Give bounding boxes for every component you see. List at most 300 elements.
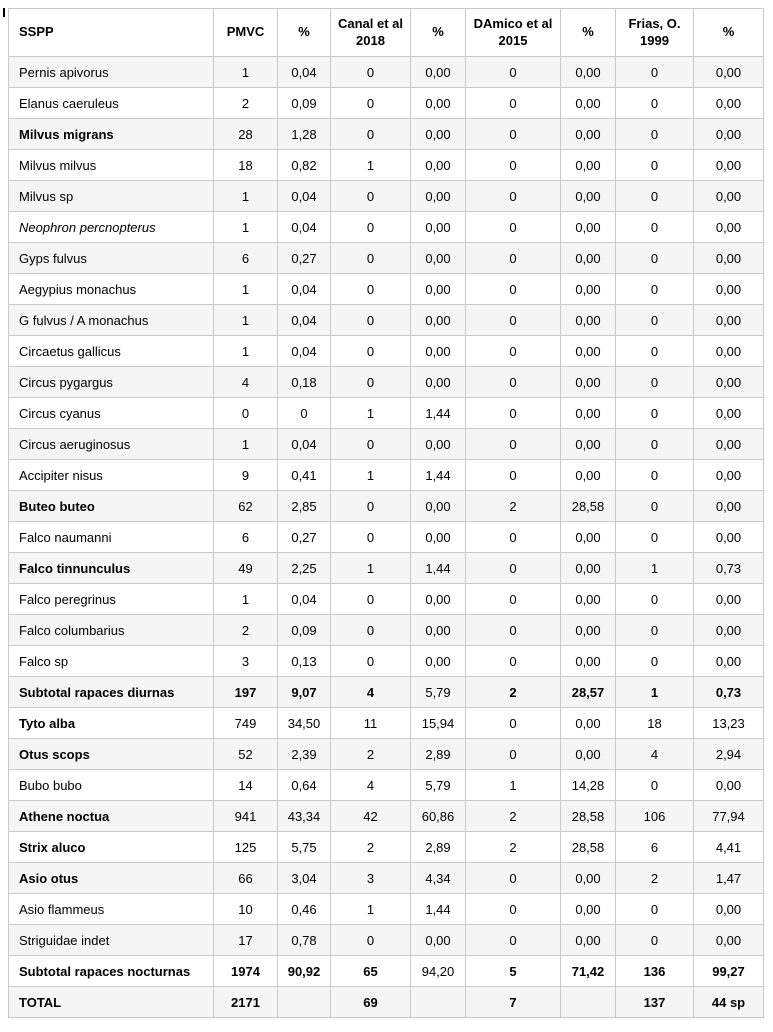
value-cell: 0 [616, 150, 694, 181]
value-cell: 0 [466, 119, 561, 150]
value-cell: 0 [616, 770, 694, 801]
table-row [9, 88, 764, 119]
value-cell: 1,47 [694, 863, 764, 894]
value-cell: 0 [616, 615, 694, 646]
value-cell: 0,00 [411, 88, 466, 119]
value-cell: 1 [214, 181, 278, 212]
value-cell: 0,04 [278, 429, 331, 460]
value-cell: 0 [616, 646, 694, 677]
value-cell: 1 [214, 57, 278, 88]
value-cell: 9 [214, 460, 278, 491]
table-row [9, 677, 764, 708]
species-name-cell: Buteo buteo [9, 491, 214, 522]
value-cell: 4 [331, 770, 411, 801]
value-cell: 0,00 [561, 894, 616, 925]
table-row [9, 429, 764, 460]
value-cell: 0 [466, 88, 561, 119]
value-cell: 0 [331, 243, 411, 274]
species-name-cell: Circus aeruginosus [9, 429, 214, 460]
value-cell: 2 [214, 88, 278, 119]
value-cell: 0,00 [561, 181, 616, 212]
species-name-cell: Circus pygargus [9, 367, 214, 398]
value-cell: 0,00 [694, 243, 764, 274]
value-cell: 77,94 [694, 801, 764, 832]
value-cell: 0,00 [694, 646, 764, 677]
value-cell: 0,00 [561, 615, 616, 646]
value-cell: 0,64 [278, 770, 331, 801]
value-cell: 0,00 [561, 150, 616, 181]
value-cell: 0 [616, 398, 694, 429]
value-cell: 0 [466, 398, 561, 429]
table-row [9, 553, 764, 584]
value-cell: 2 [466, 801, 561, 832]
table-row [9, 863, 764, 894]
value-cell: 125 [214, 832, 278, 863]
value-cell: 0 [466, 150, 561, 181]
species-name-cell: Falco peregrinus [9, 584, 214, 615]
value-cell: 52 [214, 739, 278, 770]
value-cell: 0,09 [278, 88, 331, 119]
value-cell: 90,92 [278, 956, 331, 987]
value-cell: 0 [331, 522, 411, 553]
value-cell: 0,00 [561, 739, 616, 770]
value-cell: 2,89 [411, 832, 466, 863]
value-cell: 0,00 [694, 584, 764, 615]
value-cell: 0,00 [694, 57, 764, 88]
value-cell: 6 [616, 832, 694, 863]
value-cell: 94,20 [411, 956, 466, 987]
value-cell: 0,00 [411, 522, 466, 553]
value-cell: 0,04 [278, 181, 331, 212]
value-cell: 1,28 [278, 119, 331, 150]
value-cell: 10 [214, 894, 278, 925]
value-cell: 0 [466, 429, 561, 460]
value-cell: 34,50 [278, 708, 331, 739]
value-cell: 18 [214, 150, 278, 181]
value-cell: 0 [466, 739, 561, 770]
value-cell: 0,00 [694, 460, 764, 491]
value-cell: 3,04 [278, 863, 331, 894]
value-cell: 106 [616, 801, 694, 832]
value-cell: 0,00 [411, 181, 466, 212]
value-cell: 0,27 [278, 243, 331, 274]
value-cell: 0 [616, 243, 694, 274]
table-row [9, 367, 764, 398]
value-cell: 0,00 [561, 398, 616, 429]
value-cell: 43,34 [278, 801, 331, 832]
value-cell: 0,00 [561, 863, 616, 894]
value-cell: 2 [331, 832, 411, 863]
value-cell: 0,00 [411, 150, 466, 181]
value-cell: 0,00 [411, 243, 466, 274]
value-cell: 0 [331, 615, 411, 646]
value-cell: 0,00 [411, 336, 466, 367]
species-name-cell: Falco tinnunculus [9, 553, 214, 584]
value-cell: 0 [331, 212, 411, 243]
value-cell: 4 [331, 677, 411, 708]
value-cell: 1,44 [411, 460, 466, 491]
value-cell: 18 [616, 708, 694, 739]
value-cell: 0,00 [694, 770, 764, 801]
value-cell: 0,00 [411, 367, 466, 398]
value-cell: 0 [466, 646, 561, 677]
species-name-cell: Otus scops [9, 739, 214, 770]
value-cell: 0,04 [278, 274, 331, 305]
value-cell: 0,00 [411, 646, 466, 677]
value-cell: 0,00 [694, 181, 764, 212]
value-cell: 71,42 [561, 956, 616, 987]
value-cell: 0 [616, 429, 694, 460]
column-header-species: SSPP [9, 9, 214, 57]
table-row [9, 894, 764, 925]
value-cell: 2 [214, 615, 278, 646]
value-cell: 197 [214, 677, 278, 708]
species-name-cell: Falco columbarius [9, 615, 214, 646]
value-cell: 0,00 [561, 119, 616, 150]
column-header: Canal et al 2018 [331, 9, 411, 57]
table-row [9, 460, 764, 491]
value-cell: 6 [214, 522, 278, 553]
species-name-cell: Asio flammeus [9, 894, 214, 925]
table-row [9, 57, 764, 88]
value-cell: 5 [466, 956, 561, 987]
value-cell: 0 [616, 584, 694, 615]
column-header: % [694, 9, 764, 57]
table-row [9, 770, 764, 801]
value-cell: 749 [214, 708, 278, 739]
value-cell: 1 [331, 398, 411, 429]
value-cell: 0 [466, 367, 561, 398]
column-header: % [561, 9, 616, 57]
value-cell: 3 [331, 863, 411, 894]
value-cell: 2,39 [278, 739, 331, 770]
species-name-cell: Bubo bubo [9, 770, 214, 801]
value-cell: 137 [616, 987, 694, 1018]
value-cell: 0 [616, 57, 694, 88]
raptor-species-table [8, 8, 764, 1018]
text-cursor-artifact [3, 8, 5, 17]
value-cell: 0,00 [411, 305, 466, 336]
value-cell: 0,00 [411, 57, 466, 88]
value-cell: 9,07 [278, 677, 331, 708]
value-cell: 4 [616, 739, 694, 770]
table-row [9, 615, 764, 646]
value-cell: 14 [214, 770, 278, 801]
species-name-cell: Elanus caeruleus [9, 88, 214, 119]
value-cell: 15,94 [411, 708, 466, 739]
value-cell: 0,04 [278, 584, 331, 615]
column-header: % [278, 9, 331, 57]
value-cell: 0,00 [694, 925, 764, 956]
value-cell [561, 987, 616, 1018]
value-cell: 28,58 [561, 832, 616, 863]
value-cell: 0,00 [694, 429, 764, 460]
value-cell: 0,46 [278, 894, 331, 925]
value-cell: 0,00 [694, 305, 764, 336]
value-cell: 0,00 [694, 894, 764, 925]
value-cell: 6 [214, 243, 278, 274]
value-cell: 0 [616, 88, 694, 119]
table-row [9, 522, 764, 553]
value-cell: 0,00 [561, 429, 616, 460]
value-cell: 0 [616, 212, 694, 243]
value-cell: 0,00 [411, 584, 466, 615]
value-cell: 0 [616, 119, 694, 150]
table-row [9, 212, 764, 243]
value-cell: 0,00 [694, 212, 764, 243]
species-name-cell: Falco naumanni [9, 522, 214, 553]
value-cell: 1 [214, 305, 278, 336]
column-header: % [411, 9, 466, 57]
species-name-cell: G fulvus / A monachus [9, 305, 214, 336]
value-cell: 941 [214, 801, 278, 832]
value-cell: 0 [616, 181, 694, 212]
table-row [9, 708, 764, 739]
value-cell: 0,00 [561, 646, 616, 677]
value-cell: 0,04 [278, 305, 331, 336]
column-header: PMVC [214, 9, 278, 57]
value-cell: 0,00 [561, 336, 616, 367]
species-name-cell: Asio otus [9, 863, 214, 894]
value-cell: 0,00 [694, 615, 764, 646]
species-name-cell: Accipiter nisus [9, 460, 214, 491]
species-name-cell: Milvus migrans [9, 119, 214, 150]
value-cell: 2 [466, 491, 561, 522]
value-cell: 1 [214, 274, 278, 305]
value-cell: 0 [331, 429, 411, 460]
value-cell: 0 [466, 708, 561, 739]
value-cell: 28,57 [561, 677, 616, 708]
value-cell: 17 [214, 925, 278, 956]
species-name-cell: Circus cyanus [9, 398, 214, 429]
value-cell [278, 987, 331, 1018]
value-cell: 0 [331, 57, 411, 88]
value-cell: 2 [466, 832, 561, 863]
value-cell: 0,00 [561, 88, 616, 119]
value-cell: 99,27 [694, 956, 764, 987]
table-row [9, 646, 764, 677]
value-cell: 0,73 [694, 677, 764, 708]
value-cell: 0 [466, 274, 561, 305]
species-name-cell: Neophron percnopterus [9, 212, 214, 243]
value-cell: 0,00 [411, 615, 466, 646]
value-cell: 0 [616, 894, 694, 925]
value-cell: 0,00 [411, 491, 466, 522]
value-cell: 28,58 [561, 801, 616, 832]
value-cell: 0,82 [278, 150, 331, 181]
value-cell: 1 [331, 460, 411, 491]
value-cell: 136 [616, 956, 694, 987]
table-row [9, 925, 764, 956]
table-header [9, 9, 764, 57]
value-cell: 0 [466, 522, 561, 553]
value-cell: 0,00 [411, 274, 466, 305]
value-cell: 62 [214, 491, 278, 522]
value-cell: 0,18 [278, 367, 331, 398]
value-cell: 0,04 [278, 57, 331, 88]
species-name-cell: Strix aluco [9, 832, 214, 863]
value-cell: 0 [616, 460, 694, 491]
value-cell: 1 [616, 677, 694, 708]
value-cell: 0 [278, 398, 331, 429]
value-cell: 0 [466, 863, 561, 894]
species-name-cell: Milvus sp [9, 181, 214, 212]
value-cell: 66 [214, 863, 278, 894]
value-cell: 0 [331, 646, 411, 677]
table-row [9, 119, 764, 150]
value-cell: 5,79 [411, 770, 466, 801]
value-cell: 0,41 [278, 460, 331, 491]
value-cell: 2,25 [278, 553, 331, 584]
value-cell: 1,44 [411, 553, 466, 584]
value-cell: 0,00 [694, 274, 764, 305]
value-cell: 0 [466, 584, 561, 615]
value-cell: 0,00 [561, 57, 616, 88]
value-cell: 0 [616, 925, 694, 956]
species-name-cell: Circaetus gallicus [9, 336, 214, 367]
value-cell: 2,85 [278, 491, 331, 522]
value-cell: 0 [331, 305, 411, 336]
species-name-cell: Subtotal rapaces diurnas [9, 677, 214, 708]
value-cell: 0 [616, 336, 694, 367]
value-cell: 1974 [214, 956, 278, 987]
value-cell: 0 [331, 367, 411, 398]
value-cell: 0 [331, 584, 411, 615]
header-row [9, 9, 764, 57]
value-cell: 0,00 [411, 429, 466, 460]
value-cell: 1 [214, 212, 278, 243]
value-cell: 0,00 [411, 925, 466, 956]
value-cell: 5,75 [278, 832, 331, 863]
value-cell: 4,34 [411, 863, 466, 894]
value-cell: 1 [331, 553, 411, 584]
value-cell: 1 [214, 584, 278, 615]
value-cell: 0,13 [278, 646, 331, 677]
value-cell: 0 [616, 522, 694, 553]
table-row [9, 801, 764, 832]
value-cell: 0,73 [694, 553, 764, 584]
species-name-cell: Aegypius monachus [9, 274, 214, 305]
species-name-cell: Gyps fulvus [9, 243, 214, 274]
value-cell: 0,00 [561, 305, 616, 336]
value-cell: 0 [616, 491, 694, 522]
column-header: DAmico et al 2015 [466, 9, 561, 57]
value-cell: 28 [214, 119, 278, 150]
value-cell: 0,78 [278, 925, 331, 956]
value-cell: 0,00 [411, 212, 466, 243]
value-cell: 1 [466, 770, 561, 801]
value-cell: 44 sp [694, 987, 764, 1018]
value-cell: 0,00 [561, 925, 616, 956]
table-row [9, 274, 764, 305]
value-cell: 3 [214, 646, 278, 677]
species-name-cell: Striguidae indet [9, 925, 214, 956]
value-cell: 0 [331, 88, 411, 119]
table-row [9, 739, 764, 770]
value-cell: 0 [466, 336, 561, 367]
value-cell: 0 [331, 181, 411, 212]
value-cell: 0 [466, 553, 561, 584]
value-cell: 0,00 [694, 491, 764, 522]
value-cell: 0 [331, 925, 411, 956]
table-row [9, 305, 764, 336]
value-cell: 0 [616, 274, 694, 305]
value-cell: 0 [331, 491, 411, 522]
value-cell: 0 [466, 925, 561, 956]
value-cell: 2 [466, 677, 561, 708]
value-cell: 28,58 [561, 491, 616, 522]
value-cell: 5,79 [411, 677, 466, 708]
value-cell: 0,00 [694, 88, 764, 119]
value-cell: 0,00 [561, 212, 616, 243]
value-cell: 69 [331, 987, 411, 1018]
value-cell: 0 [616, 367, 694, 398]
value-cell: 1,44 [411, 398, 466, 429]
value-cell: 0 [616, 305, 694, 336]
column-header: Frias, O. 1999 [616, 9, 694, 57]
value-cell: 11 [331, 708, 411, 739]
value-cell: 0,00 [561, 522, 616, 553]
species-name-cell: Athene noctua [9, 801, 214, 832]
species-name-cell: TOTAL [9, 987, 214, 1018]
value-cell: 2 [616, 863, 694, 894]
value-cell: 49 [214, 553, 278, 584]
value-cell: 2 [331, 739, 411, 770]
species-name-cell: Tyto alba [9, 708, 214, 739]
value-cell: 0,27 [278, 522, 331, 553]
value-cell: 0,00 [411, 119, 466, 150]
value-cell: 4 [214, 367, 278, 398]
value-cell: 0,00 [694, 150, 764, 181]
value-cell: 4,41 [694, 832, 764, 863]
value-cell: 1 [214, 336, 278, 367]
value-cell: 0,00 [694, 119, 764, 150]
value-cell [411, 987, 466, 1018]
table-row [9, 398, 764, 429]
value-cell: 0,00 [561, 243, 616, 274]
table-row [9, 336, 764, 367]
value-cell: 0 [331, 119, 411, 150]
value-cell: 65 [331, 956, 411, 987]
value-cell: 0 [466, 243, 561, 274]
table-row [9, 150, 764, 181]
value-cell: 14,28 [561, 770, 616, 801]
value-cell: 2171 [214, 987, 278, 1018]
value-cell: 7 [466, 987, 561, 1018]
value-cell: 13,23 [694, 708, 764, 739]
value-cell: 0,00 [694, 367, 764, 398]
table-row [9, 181, 764, 212]
value-cell: 0,00 [694, 336, 764, 367]
value-cell: 1 [331, 150, 411, 181]
value-cell: 0 [214, 398, 278, 429]
table-row [9, 491, 764, 522]
value-cell: 0 [466, 615, 561, 646]
value-cell: 0,04 [278, 336, 331, 367]
value-cell: 1 [616, 553, 694, 584]
value-cell: 0 [466, 305, 561, 336]
value-cell: 0,00 [694, 398, 764, 429]
value-cell: 0,00 [561, 460, 616, 491]
value-cell: 60,86 [411, 801, 466, 832]
value-cell: 0,00 [561, 367, 616, 398]
value-cell: 0,00 [561, 584, 616, 615]
value-cell: 0,09 [278, 615, 331, 646]
species-name-cell: Pernis apivorus [9, 57, 214, 88]
value-cell: 1,44 [411, 894, 466, 925]
table-row [9, 987, 764, 1018]
value-cell: 2,89 [411, 739, 466, 770]
